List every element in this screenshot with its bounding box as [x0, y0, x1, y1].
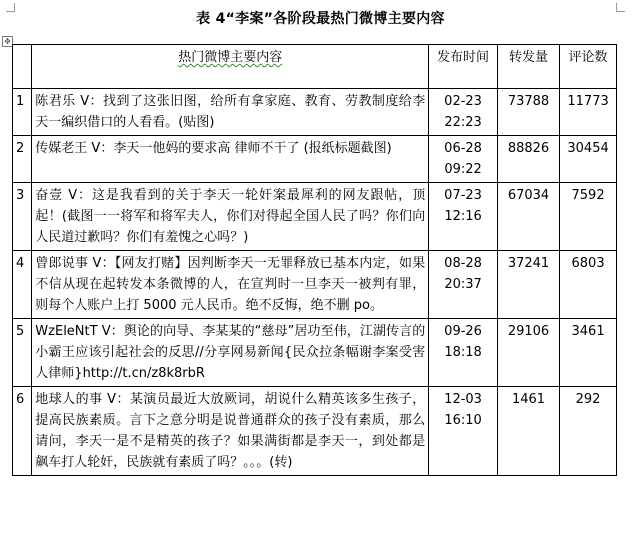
- table-caption: 表 4“李案”各阶段最热门微博主要内容: [196, 11, 445, 27]
- row-forwards: 1461: [497, 387, 559, 476]
- row-content: 陈君乐 V：找到了这张旧图，给所有拿家庭、教育、劳教制度给李天一编织借口的人看看。(贴图): [32, 89, 429, 136]
- row-index: 4: [13, 251, 32, 319]
- hot-weibo-table: [12, 44, 617, 476]
- row-index: 1: [13, 89, 32, 136]
- table-move-handle-icon[interactable]: ✥: [2, 36, 13, 47]
- row-comments: 11773: [560, 89, 617, 136]
- row-time: 02-23 22:23: [429, 89, 498, 136]
- row-index: 2: [13, 136, 32, 183]
- row-comments: 30454: [560, 136, 617, 183]
- table-row: [13, 387, 617, 476]
- table-row: [13, 136, 617, 183]
- row-index: 5: [13, 319, 32, 387]
- row-time: 12-03 16:10: [429, 387, 498, 476]
- table-header-row: [13, 45, 617, 89]
- row-comments: 7592: [560, 183, 617, 251]
- row-comments: 6803: [560, 251, 617, 319]
- header-content-label: 热门微博主要内容: [178, 50, 283, 65]
- row-comments: 292: [560, 387, 617, 476]
- row-comments: 3461: [560, 319, 617, 387]
- row-forwards: 37241: [497, 251, 559, 319]
- row-forwards: 73788: [497, 89, 559, 136]
- row-time: 07-23 12:16: [429, 183, 498, 251]
- row-content: 奋壹 V：这是我看到的关于李天一轮奸案最犀利的网友跟帖，顶起！(截图一一将军和将军夫人，你们对得起全国人民了吗？你们向人民道过歉吗？你们有羞愧之心吗？): [32, 183, 429, 251]
- row-forwards: 29106: [497, 319, 559, 387]
- row-content: 地球人的事 V：某演员最近大放厥词，胡说什么精英该多生孩子，提高民族素质。言下之意分明是说普通群众的孩子没有素质，那么请问，李天一是不是精英的孩子？如果满街都是李天一，到处都是飙车打人轮奸，民族就有素质了吗？。。。(转): [32, 387, 429, 476]
- row-forwards: 88826: [497, 136, 559, 183]
- header-time-cell: 发布时间: [429, 45, 498, 89]
- row-time: 08-28 20:37: [429, 251, 498, 319]
- row-content: WzEleNtT V：舆论的向导、李某某的“慈母”居功至伟，江湖传言的小霸王应该引起社会的反思//分享网易新闻{民众拉条幅谢李案受害人律师}http://t.cn/z8k8rbR: [32, 319, 429, 387]
- row-time: 06-28 09:22: [429, 136, 498, 183]
- table-row: [13, 183, 617, 251]
- row-index: 3: [13, 183, 32, 251]
- row-index: 6: [13, 387, 32, 476]
- header-comments-cell: 评论数: [560, 45, 617, 89]
- table-row: [13, 251, 617, 319]
- header-index-cell: [13, 45, 32, 89]
- row-forwards: 67034: [497, 183, 559, 251]
- row-content: 传媒老王 V：李天一他妈的要求高 律师不干了 (报纸标题截图): [32, 136, 429, 183]
- table-row: [13, 89, 617, 136]
- header-content-cell: [32, 45, 429, 89]
- row-content: 曾郎说事 V：【网友打赌】因判断李天一无罪释放已基本内定，如果不信从现在起转发本条微博的人，在宣判时一旦李天一被判有罪，则每个人账户上打 5000 元人民币。绝不反悔，绝不删 po。: [32, 251, 429, 319]
- header-forwards-cell: 转发量: [497, 45, 559, 89]
- row-time: 09-26 18:18: [429, 319, 498, 387]
- table-row: [13, 319, 617, 387]
